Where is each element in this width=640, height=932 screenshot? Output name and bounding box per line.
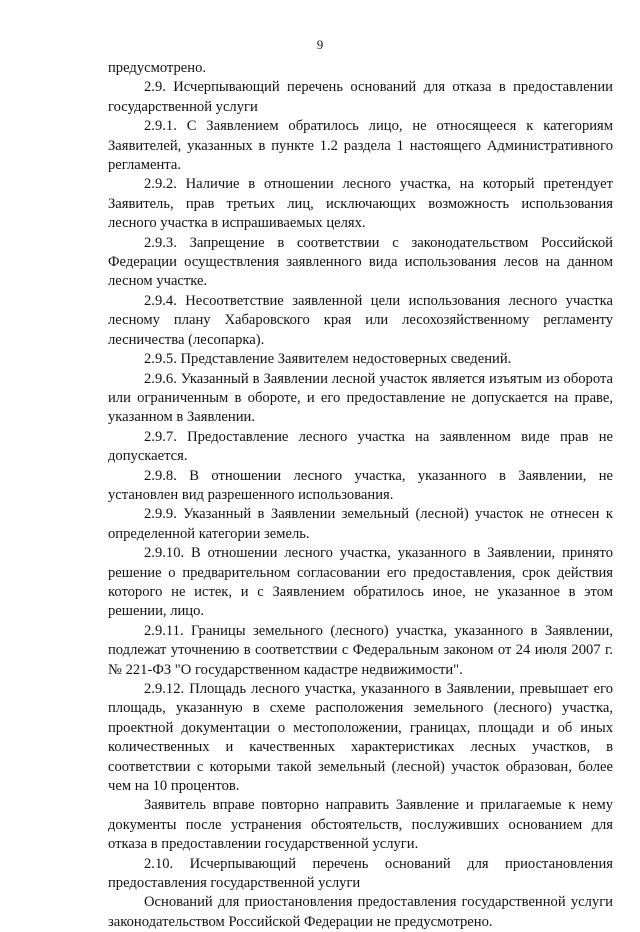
clause-2-9-11: 2.9.11. Границы земельного (лесного) участка, указанного в Заявлении, подлежат уточнению в соответствии с Федеральным законом от 24 июля 2007 г. № 221-ФЗ "О государственном кадастре недвижимости". bbox=[108, 622, 613, 678]
clause-2-9-9: 2.9.9. Указанный в Заявлении земельный (лесной) участок не отнесен к определенной категории земель. bbox=[108, 506, 613, 542]
paragraph-no-suspension: Оснований для приостановления предоставления государственной услуги законодательством Российской Федерации не предусмотрено. bbox=[108, 894, 613, 930]
paragraph-continuation: предусмотрено. bbox=[108, 60, 207, 76]
clause-2-9-12: 2.9.12. Площадь лесного участка, указанного в Заявлении, превышает его площадь, указанную в схеме расположения земельного (лесного) участка, проектной документации о местоположении, границах, площади и об иных количественных и качественных характеристиках лесных участков, в соответствии с которыми такой земельный (лесной) участок образован, более чем на 10 процентов. bbox=[108, 681, 613, 795]
paragraph-resubmission: Заявитель вправе повторно направить Заявление и прилагаемые к нему документы после устранения обстоятельств, послуживших основанием для отказа в предоставлении государственной услуги. bbox=[108, 797, 613, 853]
clause-2-9-6: 2.9.6. Указанный в Заявлении лесной участок является изъятым из оборота или ограниченным в обороте, и его предоставление не допускается на праве, указанном в Заявлении. bbox=[108, 370, 613, 426]
section-heading-2-10: 2.10. Исчерпывающий перечень оснований для приостановления предоставления государственной услуги bbox=[108, 855, 613, 892]
clause-2-9-4: 2.9.4. Несоответствие заявленной цели использования лесного участка лесному плану Хабаровского края или лесохозяйственному регламенту лесничества (лесопарка). bbox=[108, 292, 613, 348]
clause-2-9-1: 2.9.1. С Заявлением обратилось лицо, не относящееся к категориям Заявителей, указанных в пункте 1.2 раздела 1 настоящего Административного регламента. bbox=[108, 118, 613, 174]
clause-2-9-7: 2.9.7. Предоставление лесного участка на заявленном виде прав не допускается. bbox=[108, 428, 613, 465]
document-body bbox=[108, 59, 613, 932]
clause-2-9-2: 2.9.2. Наличие в отношении лесного участка, на который претендует Заявитель, прав третьих лиц, исключающих возможность использования лесного участка в испрашиваемых целях. bbox=[108, 176, 613, 232]
clause-2-9-8: 2.9.8. В отношении лесного участка, указанного в Заявлении, не установлен вид разрешенного использования. bbox=[108, 467, 613, 503]
section-heading-2-9: 2.9. Исчерпывающий перечень оснований для отказа в предоставлении государственной услуги bbox=[108, 79, 613, 115]
clause-2-9-3: 2.9.3. Запрещение в соответствии с законодательством Российской Федерации осуществления заявленного вида использования лесов на данном лесном участке. bbox=[108, 234, 613, 290]
clause-2-9-10: 2.9.10. В отношении лесного участка, указанного в Заявлении, принято решение о предварительном согласовании его предоставления, срок действия которого не истек, и с Заявлением обратилось иное, не указанное в этом решении, лицо. bbox=[108, 545, 613, 620]
page-number: 9 bbox=[316, 37, 324, 52]
clause-2-9-5: 2.9.5. Представление Заявителем недостоверных сведений. bbox=[144, 351, 512, 368]
